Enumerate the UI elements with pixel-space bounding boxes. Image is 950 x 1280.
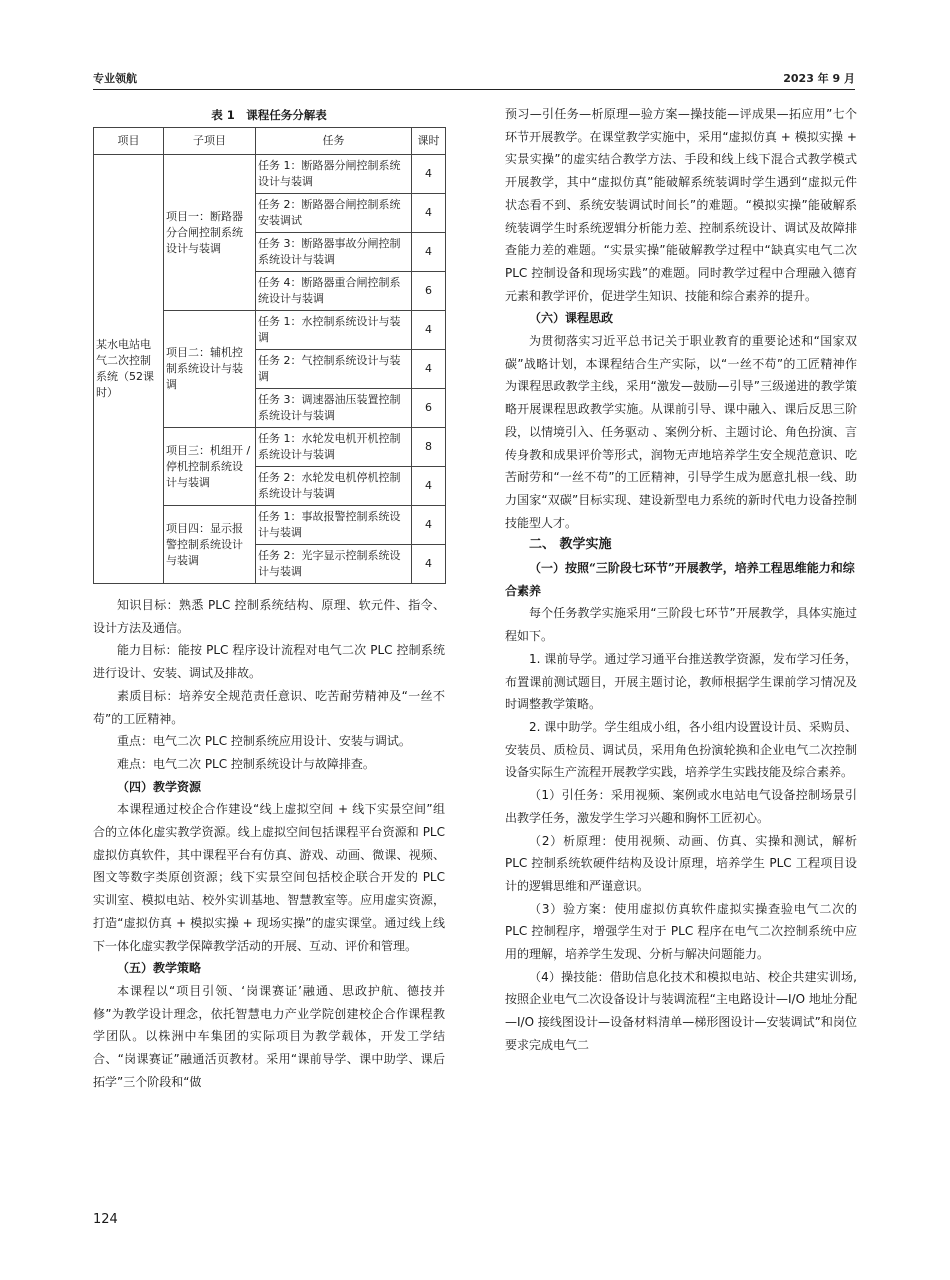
paragraph: 每个任务教学实施采用“三阶段七环节”开展教学，具体实施过程如下。 [505, 606, 857, 644]
page-number: 124 [93, 1212, 118, 1227]
knowledge-goal: 知识目标：熟悉 PLC 控制系统结构、原理、软元件、指令、设计方法及通信。 [93, 598, 445, 635]
right-column [505, 103, 857, 1057]
header-subproject: 子项目 [164, 128, 256, 155]
paragraph: 本课程通过校企合作建设“线上虚拟空间 + 线下实景空间”组合的立体化虚实教学资源。线上虚拟空间包括课程平台资源和 PLC 虚拟仿真软件，其中课程平台有仿真、游戏、动画、微课、视频、图文等数字类原创资源；线下实景空间包括校企联合开发的 PLC 实训室、模拟电站、校外实训基地、智慧教室等。应用虚实资源，打造“虚拟仿真 + 模拟实操 + 现场实操”的虚实课堂。通过线上线下一体化虚实教学保障教学活动的开展、互动、评价和管理。 [93, 802, 445, 953]
subproject-name: 项目四：显示报警控制系统设计与装调 [164, 506, 256, 584]
task-hours: 4 [412, 545, 446, 584]
subproject-name: 项目二：辅机控制系统设计与装调 [164, 311, 256, 428]
table-header-row [94, 128, 446, 155]
left-column [93, 103, 445, 1093]
task-hours: 4 [412, 194, 446, 233]
task-name: 任务 1：事故报警控制系统设计与装调 [256, 506, 412, 545]
task-hours: 6 [412, 272, 446, 311]
header-rule [93, 89, 855, 90]
journal-section-label: 专业领航 [93, 72, 137, 85]
task-name: 任务 1：水轮发电机开机控制系统设计与装调 [256, 428, 412, 467]
project-name: 某水电站电气二次控制系统（52课时） [94, 155, 164, 584]
task-hours: 8 [412, 428, 446, 467]
task-name: 任务 4：断路器重合闸控制系统设计与装调 [256, 272, 412, 311]
subproject-name: 项目一：断路器分合闸控制系统设计与装调 [164, 155, 256, 311]
paragraph: （2）析原理：使用视频、动画、仿真、实操和测试，解析 PLC 控制系统软硬件结构及设计原理，培养学生 PLC 工程项目设计的逻辑思维和严谨意识。 [505, 833, 857, 893]
subproject-name: 项目三：机组开 / 停机控制系统设计与装调 [164, 428, 256, 506]
task-table [93, 127, 446, 584]
task-hours: 6 [412, 389, 446, 428]
paragraph: 2. 课中助学。学生组成小组，各小组内设置设计员、采购员、安装员、质检员、调试员，采用角色扮演轮换和企业电气二次控制设备实际生产流程开展教学实践，培养学生实践技能及综合素养。 [505, 719, 857, 780]
task-hours: 4 [412, 233, 446, 272]
paragraph: （1）引任务：采用视频、案例或水电站电气设备控制场景引出教学任务，激发学生学习兴趣和胸怀工匠初心。 [505, 788, 857, 825]
task-name: 任务 2：光字显示控制系统设计与装调 [256, 545, 412, 584]
section-heading: （四）教学资源 [117, 779, 202, 794]
task-hours: 4 [412, 311, 446, 350]
table-caption: 表 1 课程任务分解表 [211, 108, 327, 122]
quality-goal: 素质目标：培养安全规范责任意识、吃苦耐劳精神及“一丝不苟”的工匠精神。 [93, 688, 445, 726]
section-heading: （六）课程思政 [529, 311, 614, 326]
chapter-heading: 二、 教学实施 [529, 537, 612, 553]
task-name: 任务 1：断路器分闸控制系统设计与装调 [256, 155, 412, 194]
task-name: 任务 2：气控制系统设计与装调 [256, 350, 412, 389]
header-project: 项目 [94, 128, 164, 155]
section-heading: （五）教学策略 [117, 961, 202, 976]
header-hours: 课时 [412, 128, 446, 155]
paragraph: 本课程以“项目引领、‘岗课赛证’融通、思政护航、德技并修”为教学设计理念，依托智慧电力产业学院创建校企合作课程教学团队。以株洲中车集团的实际项目为教学载体，开发工学结合、“岗课赛证”融通活页教材。采用“课前导学、课中助学、课后拓学”三个阶段和“做 [93, 983, 445, 1089]
paragraph: 预习—引任务—析原理—验方案—操技能—评成果—拓应用”七个环节开展教学。在课堂教学实施中，采用“虚拟仿真 + 模拟实操 + 实景实操”的虚实结合教学方法、手段和线上线下混合式教学模式开展教学，其中“虚拟仿真”能破解系统装调时学生遇到“虚拟元件状态看不到、系统安装调试时间长”的难题。“模拟实操”能破解系统装调学生时系统逻辑分析能力差、控制系统设计、调试及故障排查能力差的难题。“实景实操”能破解教学过程中“缺真实电气二次 PLC 控制设备和现场实践”的难题。同时教学过程中合理融入德育元素和教学评价，促进学生知识、技能和综合素养的提升。 [505, 107, 857, 303]
task-name: 任务 1：水控制系统设计与装调 [256, 311, 412, 350]
paragraph: （4）操技能：借助信息化技术和模拟电站、校企共建实训场,按照企业电气二次设备设计与装调流程“主电路设计—I/O 地址分配—I/O 接线图设计—设备材料清单—梯形图设计—安装调试”和岗位要求完成电气二 [505, 969, 857, 1052]
difficult-point: 难点：电气二次 PLC 控制系统设计与故障排查。 [117, 756, 375, 771]
task-name: 任务 2：水轮发电机停机控制系统设计与装调 [256, 467, 412, 506]
paragraph: （3）验方案：使用虚拟仿真软件虚拟实操查验电气二次的 PLC 控制程序，增强学生对于 PLC 程序在电气二次控制系统中应用的理解，培养学生发现、分析与解决问题能力。 [505, 901, 857, 962]
key-point: 重点：电气二次 PLC 控制系统应用设计、安装与调试。 [117, 734, 411, 749]
task-hours: 4 [412, 467, 446, 506]
paragraph: 为贯彻落实习近平总书记关于职业教育的重要论述和“国家双碳”战略计划，本课程结合生产实际，以“一丝不苟”的工匠精神作为课程思政教学主线，采用“激发—鼓励—引导”三级递进的教学策略开展课程思政教学实施。从课前引导、课中融入、课后反思三阶段，以情境引入、任务驱动 、案例分析、主题讨论、角色扮演、言传身教和成果评价等形式，润物无声地培养学生安全规范意识、吃苦耐劳和“一丝不苟”的工匠精神，引导学生成为愿意扎根一线、助力国家“双碳”目标实现、建设新型电力系统的新时代电力设备控制技能型人才。 [505, 334, 857, 530]
task-hours: 4 [412, 350, 446, 389]
header-task: 任务 [256, 128, 412, 155]
task-name: 任务 3：调速器油压装置控制系统设计与装调 [256, 389, 412, 428]
ability-goal: 能力目标：能按 PLC 程序设计流程对电气二次 PLC 控制系统进行设计、安装、调试及排故。 [93, 643, 445, 681]
task-hours: 4 [412, 155, 446, 194]
paragraph: 1. 课前导学。通过学习通平台推送教学资源，发布学习任务，布置课前测试题目，开展主题讨论，教师根据学生课前学习情况及时调整教学策略。 [505, 651, 857, 712]
task-name: 任务 2：断路器合闸控制系统安装调试 [256, 194, 412, 233]
issue-date: 2023 年 9 月 [783, 72, 855, 85]
task-hours: 4 [412, 506, 446, 545]
table-row [94, 155, 446, 194]
task-name: 任务 3：断路器事故分闸控制系统设计与装调 [256, 233, 412, 272]
section-heading: （一）按照“三阶段七环节”开展教学，培养工程思维能力和综合素养 [505, 561, 855, 598]
